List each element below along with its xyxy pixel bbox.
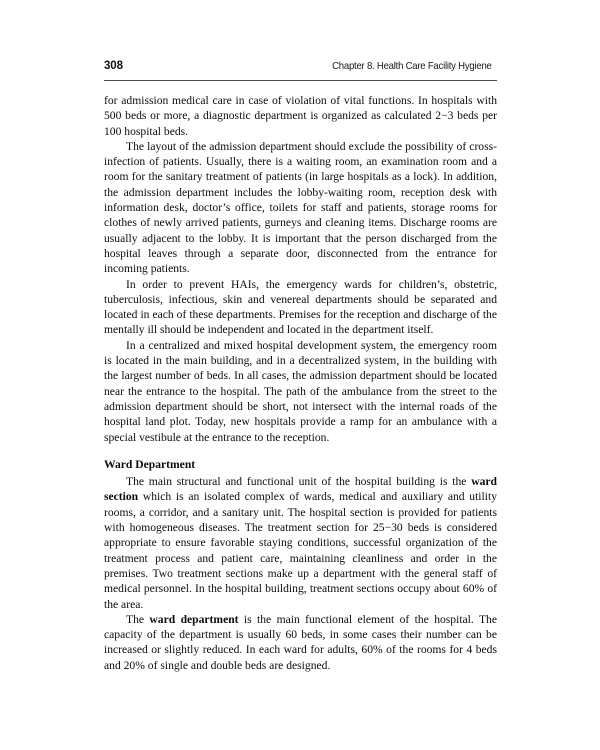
section-heading-ward-department: Ward Department (104, 457, 196, 471)
paragraph-ward-section-text-a: The main structural and functional unit of the hospital building is the (126, 475, 472, 489)
bold-term-ward-section: ward section (104, 475, 497, 504)
paragraph-ward-department-text-a: The (126, 612, 150, 626)
paragraph-admission-layout: The layout of the admission department should exclude the possibility of cross-infection of patients. Usually, there is a waiting room, an examination room and a room for the sanitary treatment of patients (in large hospitals as a lock). In addition, the admission department includes the lobby-waiting room, reception desk with information desk, doctor’s office, toilets for staff and patients, storage rooms for clothes of newly arrived patients, gurneys and cleaning items. Discharge rooms are usually adjacent to the lobby. It is important that the person discharged from the hospital leaves through a separate door, disconnected from the entrance for incoming patients. (104, 139, 497, 276)
running-head (104, 60, 497, 72)
paragraph-ward-section (104, 474, 497, 612)
bold-term-ward-department: ward department (149, 612, 239, 626)
body-text-column (104, 93, 497, 673)
paragraph-hai-prevention: In order to prevent HAIs, the emergency wards for children’s, obstetric, tuberculosis, infectious, skin and venereal departments should be separated and located in each of these departments. Premises for the reception and discharge of the mentally ill should be independent and located in the department itself. (104, 277, 497, 337)
page-number: 308 (104, 60, 123, 72)
paragraph-hospital-development-system: In a centralized and mixed hospital development system, the emergency room is located in the main building, and in a decentralized system, in the building with the largest number of beds. In all cases, the admission department should be located near the entrance to the hospital. The path of the ambulance from the street to the admission department should be short, not intersect with the internal roads of the hospital land plot. Today, new hospitals provide a ramp for an ambulance with a special vestibule at the entrance to the reception. (104, 338, 497, 444)
header-divider (104, 80, 497, 81)
paragraph-continuation: for admission medical care in case of violation of vital functions. In hospitals with 500 beds or more, a diagnostic department is organized as calculated 2−3 beds per 100 hospital beds. (104, 94, 497, 138)
paragraph-ward-department (104, 612, 497, 673)
chapter-title: Chapter 8. Health Care Facility Hygiene (332, 61, 492, 72)
paragraph-ward-section-text-b: which is an isolated complex of wards, medical and auxiliary and utility rooms, a corridor, and a sanitary unit. The hospital section is provided for patients with homogeneous diseases. The treatment section for 25−30 beds is considered appropriate to ensure favorable staying conditions, successful organization of the treatment process and patient care, maintaining cleanliness and order in the premises. Two treatment sections make up a department with the general staff of medical personnel. In the hospital building, treatment sections occupy about 60% of the area. (104, 490, 497, 611)
paragraph-ward-department-text-b: is the main functional element of the hospital. The capacity of the department is usually 60 beds, in some cases their number can be increased or slightly reduced. In each ward for adults, 60% of the rooms for 4 beds and 20% of single and double beds are designed. (104, 612, 497, 672)
heading-spacer-above (104, 445, 497, 457)
